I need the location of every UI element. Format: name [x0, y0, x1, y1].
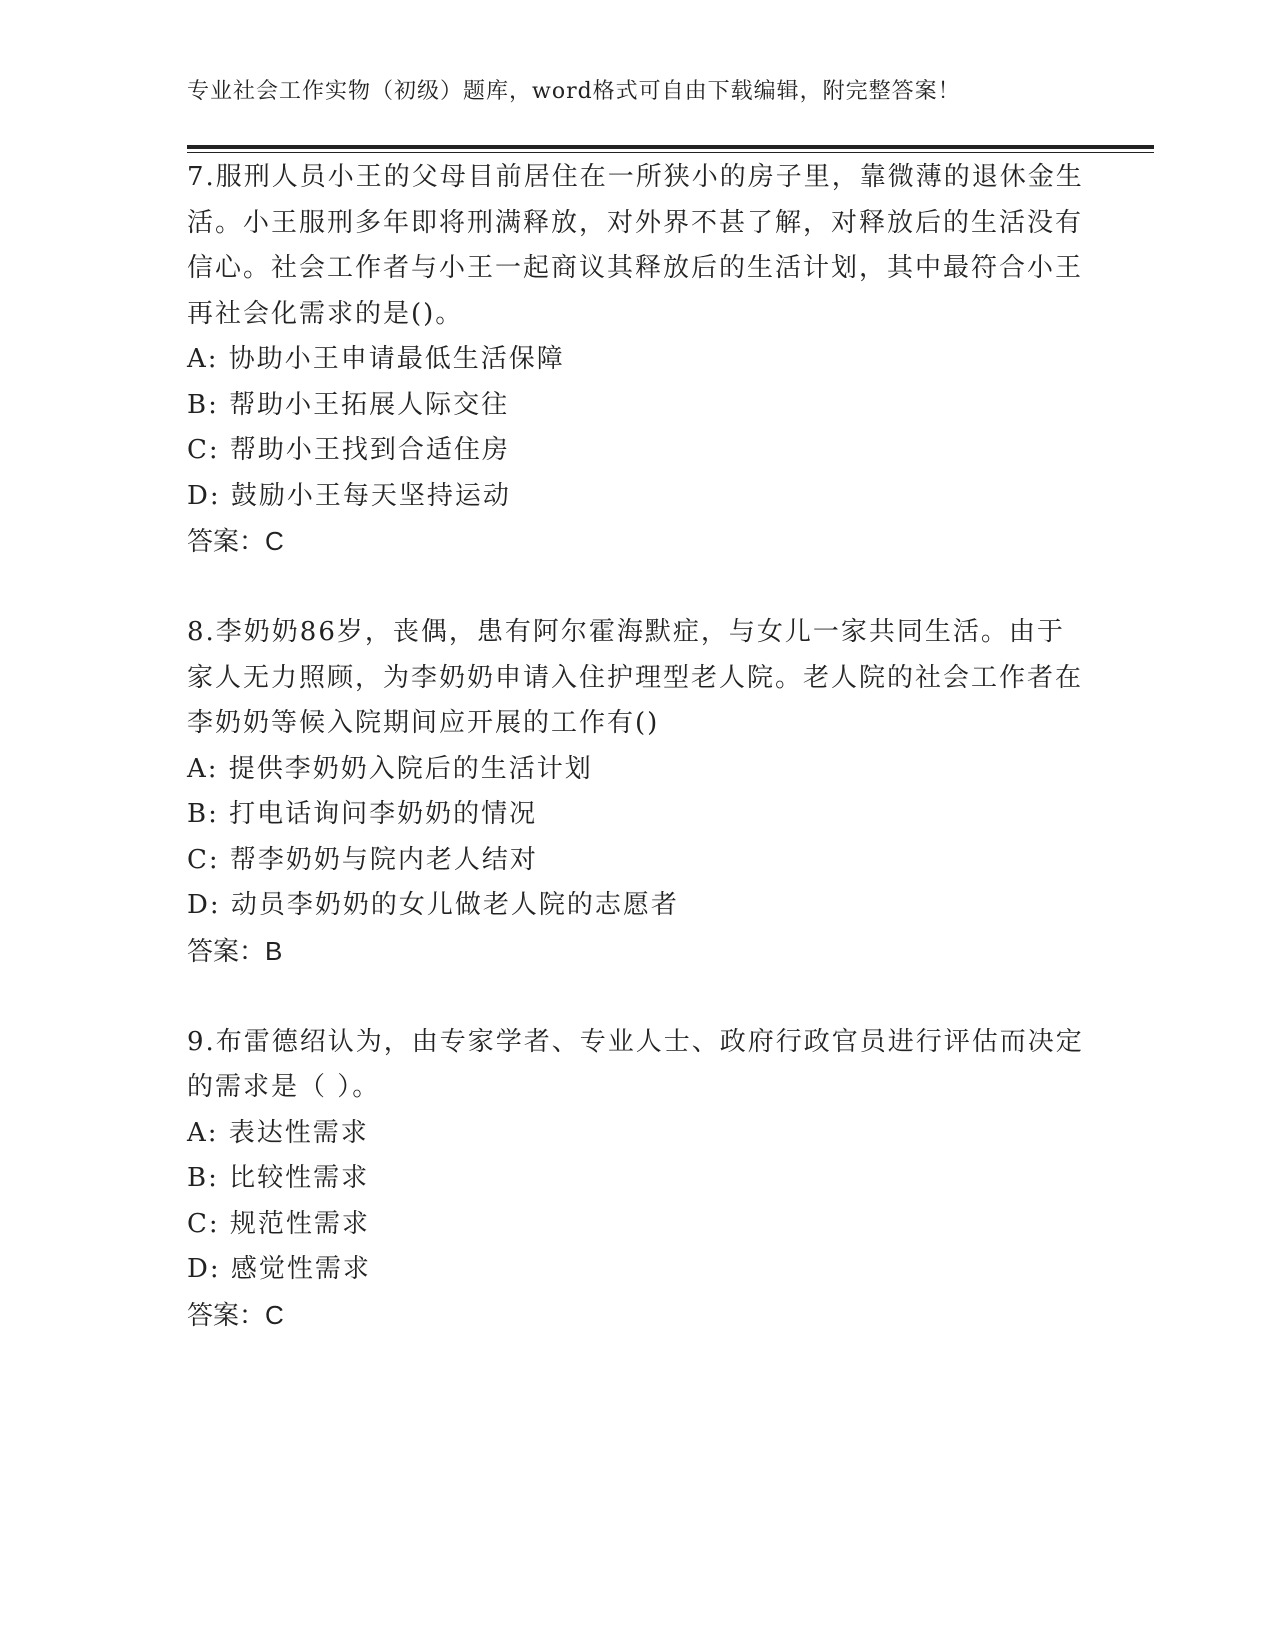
question-stem: 9.布雷德绍认为，由专家学者、专业人士、政府行政官员进行评估而决定的需求是（ ）。: [187, 1026, 1084, 1102]
option-c: C: 帮李奶奶与院内老人结对: [187, 844, 538, 875]
answer-line: 答案：B: [187, 935, 283, 966]
header-rule-thick: [187, 145, 1154, 149]
option-c: C: 规范性需求: [187, 1208, 370, 1239]
option-b: B: 打电话询问李奶奶的情况: [187, 799, 538, 829]
question-9: [187, 1020, 1087, 1339]
option-b: B: 比较性需求: [187, 1163, 370, 1193]
header-rule-thin: [187, 152, 1154, 153]
answer-line: 答案：C: [187, 526, 284, 556]
option-d: D: 感觉性需求: [187, 1254, 371, 1284]
question-list: [187, 155, 1087, 1384]
option-d: D: 鼓励小王每天坚持运动: [187, 480, 511, 511]
option-b: B: 帮助小王拓展人际交往: [187, 389, 510, 420]
option-d: D: 动员李奶奶的女儿做老人院的志愿者: [187, 890, 679, 920]
option-a: A: 表达性需求: [187, 1117, 369, 1148]
option-a: A: 提供李奶奶入院后的生活计划: [187, 753, 593, 784]
page-header: 专业社会工作实物（初级）题库，word格式可自由下载编辑，附完整答案！: [187, 79, 961, 104]
question-stem: 8.李奶奶86岁，丧偶，患有阿尔霍海默症，与女儿一家共同生活。由于家人无力照顾，为李奶奶申请入住护理型老人院。老人院的社会工作者在李奶奶等候入院期间应开展的工作有(): [187, 617, 1084, 738]
question-stem: 7.服刑人员小王的父母目前居住在一所狭小的房子里，靠微薄的退休金生活。小王服刑多年即将刑满释放，对外界不甚了解，对释放后的生活没有信心。社会工作者与小王一起商议其释放后的生活计划，其中最符合小王再社会化需求的是()。: [187, 162, 1084, 329]
answer-line: 答案：C: [187, 1299, 284, 1330]
option-a: A: 协助小王申请最低生活保障: [187, 344, 565, 374]
option-c: C: 帮助小王找到合适住房: [187, 435, 510, 465]
question-7: [187, 155, 1087, 565]
question-8: [187, 610, 1087, 974]
